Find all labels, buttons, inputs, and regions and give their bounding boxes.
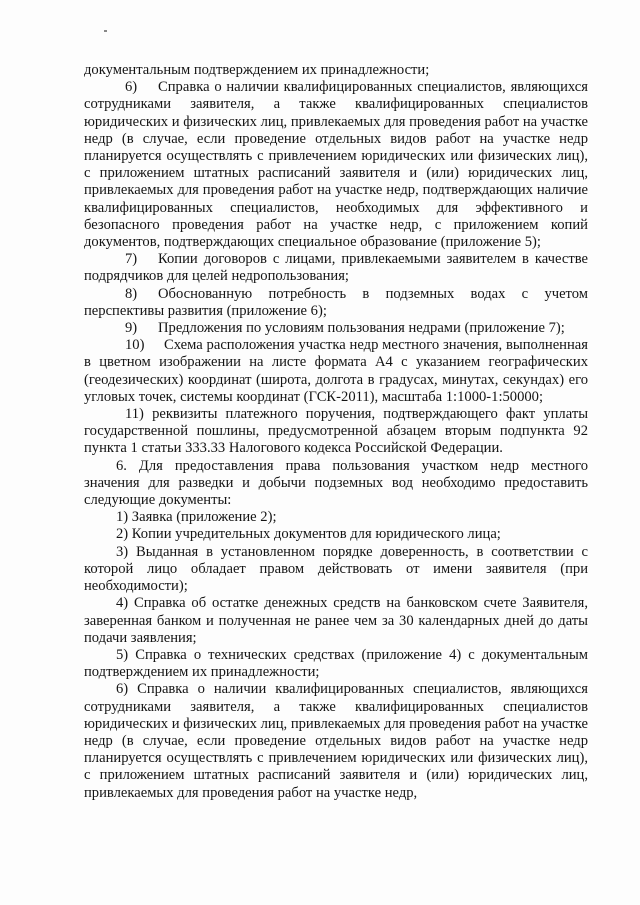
section-6-item-4: 4) Справка об остатке денежных средств на банковском счете Заявителя, заверенная банком и полученная не ранее чем за 30 календарных дней до даты подачи заявления; — [84, 595, 588, 646]
item-text: Копии договоров с лицами, привлекаемыми заявителем в качестве подрядчиков для целей недропользования; — [84, 251, 588, 285]
section-6-item-1: 1) Заявка (приложение 2); — [116, 509, 277, 526]
item-text: реквизиты платежного поручения, подтверждающего факт уплаты государственной пошлины, предусмотренной абзацем вторым подпункта 92 пункта 1 статьи 333.33 Налогового кодекса Российской Федерации. — [84, 406, 588, 457]
list-item-9 — [84, 320, 588, 337]
item-text: Обоснованную потребность в подземных водах с учетом перспективы развития (приложение 6); — [84, 285, 588, 319]
section-6-item-6: 6) Справка о наличии квалифицированных специалистов, являющихся сотрудниками заявителя, а также квалифицированных специалистов юридических и физических лиц, привлекаемых для проведения работ на участке недр (в случае, если проведение отдельных видов работ на участке недр планируется осуществлять с привлечением юридических или физических лиц), с приложением штатных расписаний заявителя и (или) юридических лиц, привлекаемых для проведения работ на участке недр, — [84, 681, 588, 801]
section-6-item-3: 3) Выданная в установленном порядке доверенность, в соответствии с которой лицо обладает правом действовать от имени заявителя (при необходимости); — [84, 543, 588, 595]
item-text: Схема расположения участка недр местного значения, выполненная в цветном изображении на листе формата А4 с указанием географических (геодезических) координат (широта, долгота в градусах, минутах, секундах) его угловых точек, системы координат (ГСК-2011), масштаба 1:1000-1:50000; — [84, 337, 588, 405]
list-item-6 — [84, 79, 588, 251]
item-number: 6) — [125, 79, 138, 96]
list-item-7 — [84, 251, 588, 285]
item-number: 8) — [125, 285, 138, 302]
list-item-11 — [84, 406, 588, 458]
scan-mark — [104, 30, 107, 32]
section-6-item-5: 5) Справка о технических средствах (приложение 4) с документальным подтверждением их принадлежности; — [84, 646, 588, 681]
paragraph-continuation: документальным подтверждением их принадлежности; — [84, 62, 430, 78]
section-6-intro: 6. Для предоставления права пользования участком недр местного значения для разведки и добычи подземных вод необходимо предоставить следующие документы: — [84, 457, 588, 509]
list-item-10 — [84, 337, 588, 406]
item-number: 7) — [125, 251, 138, 268]
section-6-item-2: 2) Копии учредительных документов для юридического лица; — [116, 526, 501, 543]
item-number: 10) — [125, 337, 145, 354]
item-number: 11) — [125, 406, 144, 423]
document-body — [84, 62, 588, 802]
list-item-8 — [84, 286, 588, 320]
item-text: Справка о наличии квалифицированных специалистов, являющихся сотрудниками заявителя, а также квалифицированных специалистов юридических и физических лиц, привлекаемых для проведения работ на участке недр (в случае, если проведение отдельных видов работ на участке недр планируется осуществлять с привлечением юридических или физических лиц), с приложением штатных расписаний заявителя и (или) юридических лиц, привлекаемых для проведения работ на участке недр, подтверждающих наличие квалифицированных специалистов, необходимых для эффективного и безопасного проведения работ на участке недр, с приложением копий документов, подтверждающих специальное образование (приложение 5); — [84, 79, 588, 251]
item-number: 9) — [125, 320, 138, 337]
item-text: Предложения по условиям пользования недрами (приложение 7); — [158, 320, 565, 337]
